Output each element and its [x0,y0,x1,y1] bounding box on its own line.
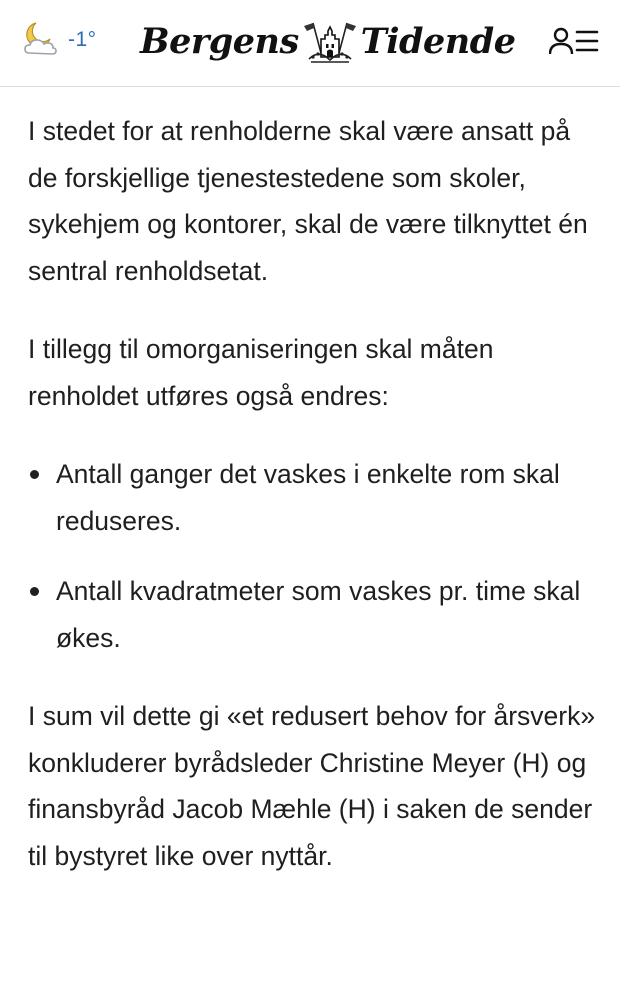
crest-icon [299,17,361,65]
article-paragraph: I tillegg til omorganiseringen skal måten renholdet utføres også endres: [28,334,494,411]
brand-word-tidende: Tidende [360,20,516,62]
user-menu-button[interactable] [548,26,600,60]
weather-widget[interactable] [22,18,97,62]
moon-cloud-icon [22,20,62,60]
article-paragraph: I stedet for at renholderne skal være ansatt på de forskjellige tjenestestedene som skoler, sykehjem og kontorer, skal de være tilknyttet én sentral renholdsetat. [28,116,588,286]
list-item-text: Antall ganger det vaskes i enkelte rom skal reduseres. [56,459,560,536]
list-item-text: Antall kvadratmeter som vaskes pr. time skal økes. [56,576,581,653]
brand-logo[interactable] [140,14,516,68]
article-body [28,108,598,911]
temperature-value: -1° [68,28,97,51]
article-bullet-list [28,451,598,661]
bullet-dot-icon [30,470,39,479]
brand-word-bergens: Bergens [140,20,299,62]
user-menu-icon [549,26,599,61]
site-header [0,0,620,87]
article-paragraph: I sum vil dette gi «et redusert behov for årsverk» konkluderer byrådsleder Christine Meyer (H) og finansbyråd Jacob Mæhle (H) i saken de sender til bystyret like over nyttår. [28,701,596,871]
list-item [28,568,598,661]
bullet-dot-icon [30,587,39,596]
list-item [28,451,598,544]
